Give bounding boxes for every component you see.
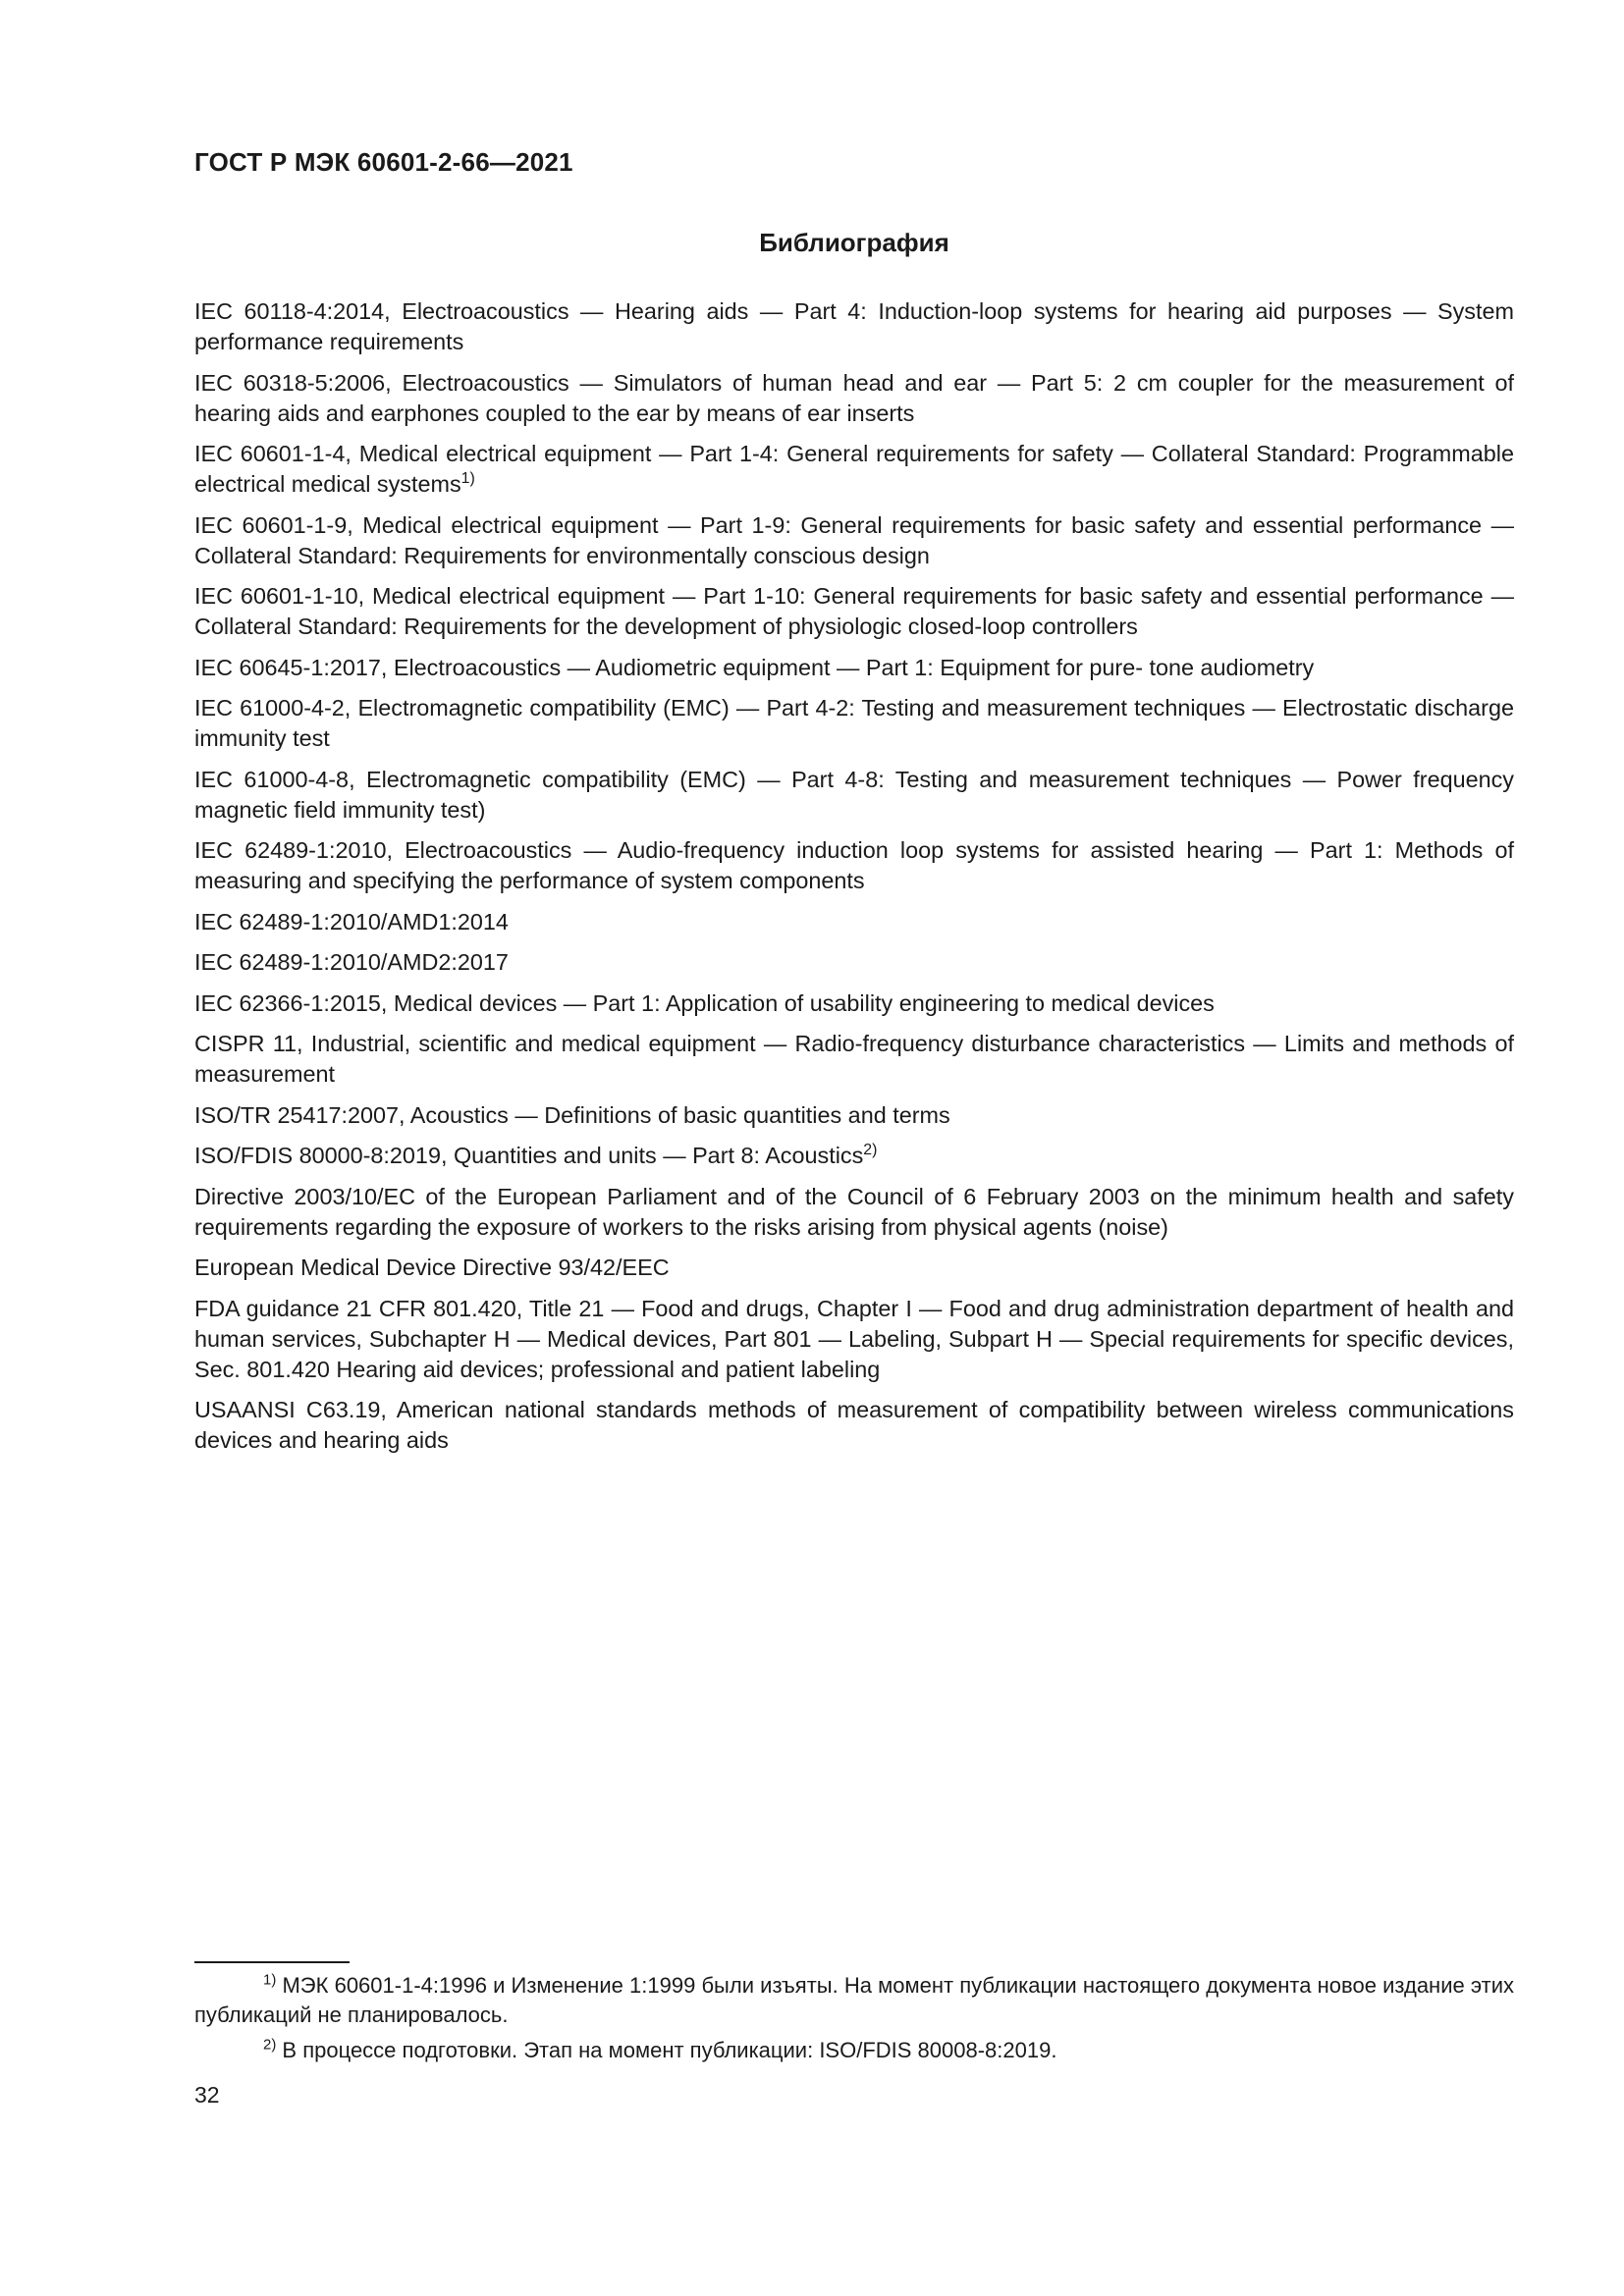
bibliography-entry: IEC 62489-1:2010, Electroacoustics — Audio-frequency induction loop systems for assisted hearing — Part 1: Methods of measuring and specifying the performance of system components	[194, 837, 1514, 893]
footnote-text: МЭК 60601-1-4:1996 и Изменение 1:1999 были изъяты. На момент публикации настоящего документа новое издание этих публикаций не планировалось.	[194, 1973, 1514, 2027]
bibliography-entry: Directive 2003/10/EC of the European Parliament and of the Council of 6 February 2003 on the minimum health and safety requirements regarding the exposure of workers to the risks arising from physical agents (noise)	[194, 1183, 1514, 1240]
bibliography-entry: IEC 62366-1:2015, Medical devices — Part 1: Application of usability engineering to medical devices	[194, 989, 1215, 1016]
bibliography-entry: IEC 61000-4-2, Electromagnetic compatibility (EMC) — Part 4-2: Testing and measurement techniques — Electrostatic discharge immunity test	[194, 695, 1514, 751]
bibliography-entry: CISPR 11, Industrial, scientific and medical equipment — Radio-frequency disturbance characteristics — Limits and methods of measurement	[194, 1031, 1514, 1087]
standard-code-header: ГОСТ Р МЭК 60601-2-66—2021	[194, 147, 573, 177]
bibliography-entry: USAANSI C63.19, American national standards methods of measurement of compatibility between wireless communications devices and hearing aids	[194, 1397, 1514, 1453]
footnote	[194, 1971, 1514, 2030]
bibliography-entry: IEC 61000-4-8, Electromagnetic compatibility (EMC) — Part 4-8: Testing and measurement techniques — Power frequency magnetic field immunity test)	[194, 766, 1514, 823]
bibliography-entry: IEC 60601-1-4, Medical electrical equipment — Part 1-4: General requirements for safety — Collateral Standard: Programmable electrical medical systems$^{1)}$	[194, 441, 1514, 497]
bibliography-entry: IEC 60318-5:2006, Electroacoustics — Simulators of human head and ear — Part 5: 2 cm coupler for the measurement of hearing aids and earphones coupled to the ear by means of ear inserts	[194, 369, 1514, 426]
footnote	[194, 2036, 1514, 2065]
bibliography-entry: IEC 60118-4:2014, Electroacoustics — Hearing aids — Part 4: Induction-loop systems for hearing aid purposes — System performance requirements	[194, 298, 1514, 354]
bibliography-entry: IEC 62489-1:2010/AMD1:2014	[194, 908, 509, 934]
bibliography-entry: IEC 60645-1:2017, Electroacoustics — Audiometric equipment — Part 1: Equipment for pure- tone audiometry	[194, 654, 1315, 680]
bibliography-list	[194, 296, 1514, 1467]
footnote-marker: 1)	[460, 470, 475, 488]
footnote-marker: 2)	[263, 2036, 277, 2054]
footnotes-list	[194, 1971, 1514, 2071]
bibliography-entry: IEC 62489-1:2010/AMD2:2017	[194, 949, 509, 975]
bibliography-entry: ISO/TR 25417:2007, Acoustics — Definitions of basic quantities and terms	[194, 1101, 950, 1128]
page-number: 32	[194, 2082, 220, 2108]
bibliography-entry: FDA guidance 21 CFR 801.420, Title 21 — Food and drugs, Chapter I — Food and drug administration department of health and human services, Subchapter H — Medical devices, Part 801 — Labeling, Subpart H — Special requirements for specific devices, Sec. 801.420 Hearing aid devices; professional and patient labeling	[194, 1295, 1514, 1382]
bibliography-entry: ISO/FDIS 80000-8:2019, Quantities and units — Part 8: Acoustics$^{2)}$	[194, 1142, 878, 1168]
bibliography-entry: IEC 60601-1-10, Medical electrical equipment — Part 1-10: General requirements for basic safety and essential performance — Collateral Standard: Requirements for the development of physiologic closed-loop controllers	[194, 583, 1514, 639]
footnote-marker: 1)	[263, 1971, 277, 1989]
footnote-marker: 2)	[863, 1142, 878, 1159]
bibliography-entry: IEC 60601-1-9, Medical electrical equipment — Part 1-9: General requirements for basic safety and essential performance — Collateral Standard: Requirements for environmentally conscious design	[194, 511, 1514, 568]
bibliography-entry: European Medical Device Directive 93/42/EEC	[194, 1255, 670, 1280]
section-title: Библиография	[759, 228, 949, 257]
footnote-text: В процессе подготовки. Этап на момент публикации: ISO/FDIS 80008-8:2019.	[282, 2038, 1057, 2062]
footnote-divider	[194, 1961, 350, 1963]
